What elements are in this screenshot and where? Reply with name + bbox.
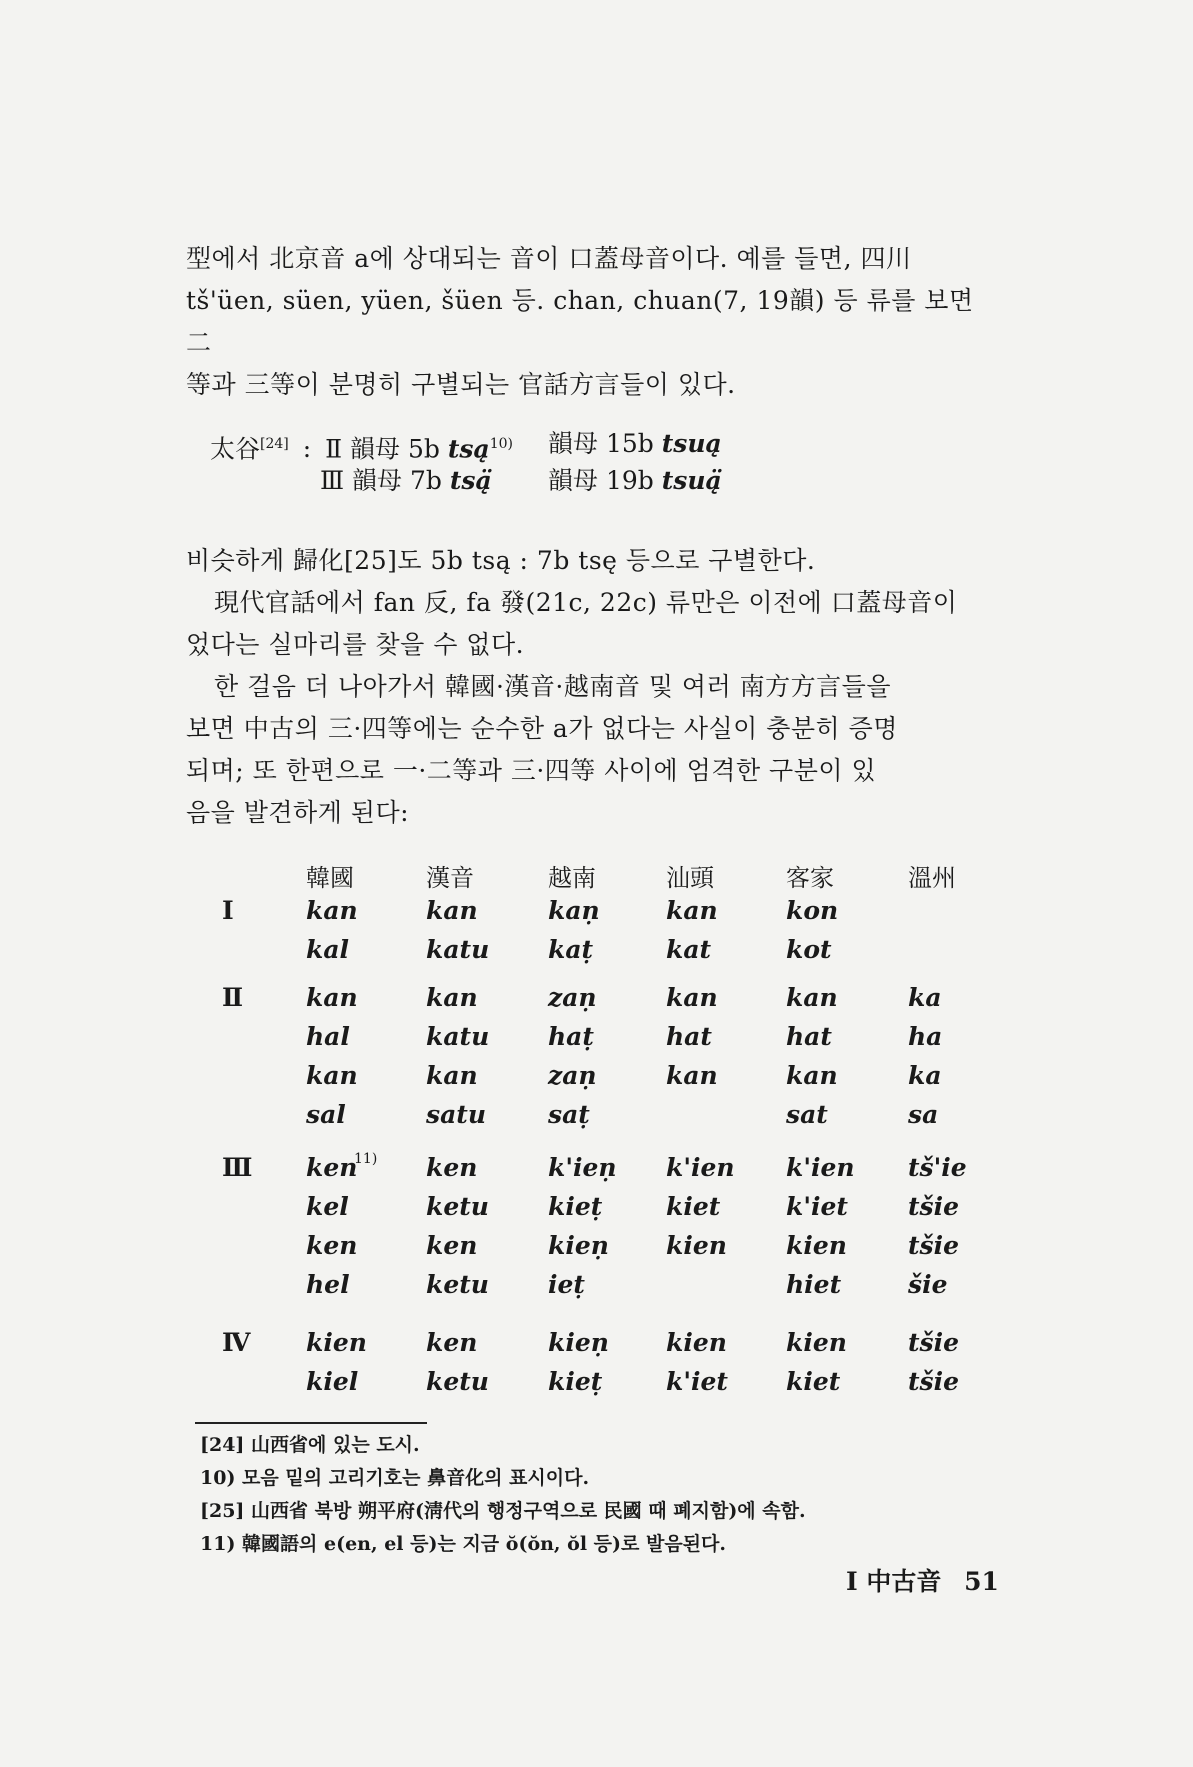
table-cell: satu <box>426 1100 486 1129</box>
footnote-rule <box>195 1422 427 1424</box>
paragraph-2-line-2: 現代官話에서 fan 反, fa 發(21c, 22c) 류만은 이전에 口蓋母音이 <box>214 588 958 617</box>
table-cell: k'iet <box>666 1367 728 1396</box>
table-cell: kien <box>786 1231 847 1260</box>
table-group-label: Ⅰ <box>222 896 234 925</box>
table-cell: kieṇ <box>548 1328 609 1357</box>
table-cell: kan <box>426 896 478 925</box>
table-cell: kieṭ <box>548 1192 603 1221</box>
table-cell: tšie <box>908 1231 960 1260</box>
footnote-10: 10) 모음 밑의 고리기호는 鼻音化의 표시이다. <box>200 1467 590 1489</box>
table-cell: hiet <box>786 1270 842 1299</box>
table-cell: kan <box>786 1061 838 1090</box>
footnote-24: [24] 山西省에 있는 도시. <box>200 1434 420 1456</box>
paragraph-3 <box>186 666 1006 834</box>
table-cell: k'ieṇ <box>548 1153 617 1182</box>
table-header: 汕頭 <box>666 864 714 892</box>
table-cell: kon <box>786 896 839 925</box>
table-cell: zaṇ <box>548 983 597 1012</box>
taigu-line-2-right <box>548 462 722 500</box>
table-cell: hat <box>786 1022 832 1051</box>
table-header: 韓國 <box>306 864 354 892</box>
taigu-line1-class: Ⅱ 韻母 5b <box>325 434 440 464</box>
table-group-label: Ⅱ <box>222 983 244 1012</box>
table-cell: sat <box>786 1100 828 1129</box>
taigu-line2-form2: tsuą̈ <box>661 466 722 495</box>
table-cell: tš'ie <box>908 1153 967 1182</box>
table-cell: k'ien <box>666 1153 735 1182</box>
paragraph-2 <box>186 540 1006 666</box>
table-cell: kan <box>306 1061 358 1090</box>
table-cell: haṭ <box>548 1022 594 1051</box>
table-cell-note: 11) <box>354 1151 378 1167</box>
table-cell: ketu <box>426 1192 489 1221</box>
table-cell: ka <box>908 1061 942 1090</box>
table-cell: kan <box>306 896 358 925</box>
table-header: 漢音 <box>426 864 474 892</box>
table-cell: k'ien <box>786 1153 855 1182</box>
table-cell: ka <box>908 983 942 1012</box>
paragraph-3-line-4: 음을 발견하게 된다: <box>186 798 410 827</box>
table-cell: k'iet <box>786 1192 848 1221</box>
footnote-25: [25] 山西省 북방 朔平府(淸代의 행정구역으로 民國 때 폐지함)에 속함. <box>200 1500 806 1522</box>
taigu-line2-class2: 韻母 19b <box>548 466 654 495</box>
table-cell: kiel <box>306 1367 359 1396</box>
taigu-label-note: [24] <box>260 436 289 452</box>
table-cell: kaṭ <box>548 935 594 964</box>
table-cell: hal <box>306 1022 350 1051</box>
table-cell: ieṭ <box>548 1270 585 1299</box>
taigu-line-1-right <box>548 425 722 463</box>
table-header: 溫州 <box>908 864 956 892</box>
table-header: 客家 <box>786 864 834 892</box>
taigu-line1-class2: 韻母 15b <box>548 429 654 458</box>
table-cell: ken <box>426 1231 478 1260</box>
table-cell: kiet <box>666 1192 721 1221</box>
table-cell: kien <box>666 1328 727 1357</box>
table-cell: saṭ <box>548 1100 590 1129</box>
table-cell: kan <box>786 983 838 1012</box>
footnote-11: 11) 韓國語의 e(en, el 등)는 지금 ŏ(ŏn, ŏl 등)로 발음된다. <box>200 1533 727 1555</box>
table-cell: ha <box>908 1022 943 1051</box>
table-cell: kan <box>426 983 478 1012</box>
paragraph-3-line-3: 되며; 또 한편으로 一·二等과 三·四等 사이에 엄격한 구분이 있 <box>186 756 877 785</box>
paragraph-3-line-1: 한 걸음 더 나아가서 韓國·漢音·越南音 및 여러 南方方言들을 <box>214 672 891 701</box>
table-cell: kan <box>666 1061 718 1090</box>
table-cell: kan <box>666 896 718 925</box>
paragraph-1-line-2: tš'üen, süen, yüen, šüen 등. chan, chuan(7, 19韻) 등 류를 보면 二 <box>186 286 974 357</box>
table-group-label: Ⅳ <box>222 1328 251 1357</box>
table-cell: kal <box>306 935 350 964</box>
taigu-line-2 <box>320 462 492 500</box>
table-cell: tšie <box>908 1367 960 1396</box>
table-cell: kan <box>666 983 718 1012</box>
paragraph-1-line-1: 型에서 北京音 a에 상대되는 音이 口蓋母音이다. 예를 들면, 四川 <box>186 244 912 273</box>
paragraph-3-line-2: 보면 中古의 三·四等에는 순수한 a가 없다는 사실이 충분히 증명 <box>186 714 898 743</box>
table-cell: kien <box>306 1328 367 1357</box>
paragraph-2-line-1: 비슷하게 歸化[25]도 5b tsą : 7b tsę 등으로 구별한다. <box>186 546 816 575</box>
table-cell: kan <box>426 1061 478 1090</box>
table-cell: katu <box>426 1022 490 1051</box>
taigu-label: 太谷 <box>210 434 261 464</box>
folio-chapter: Ⅰ 中古音 <box>846 1567 942 1596</box>
table-cell: ken <box>306 1153 358 1182</box>
taigu-line2-form: tsą̈ <box>449 466 492 495</box>
table-cell: ketu <box>426 1270 489 1299</box>
taigu-line1-form: tsą <box>447 434 490 464</box>
table-cell: kien <box>666 1231 727 1260</box>
table-cell: ken <box>306 1231 358 1260</box>
table-cell: sal <box>306 1100 346 1129</box>
table-group-label: Ⅲ <box>222 1153 253 1182</box>
page-folio <box>846 1562 999 1598</box>
table-cell: kiet <box>786 1367 841 1396</box>
table-cell: ketu <box>426 1367 489 1396</box>
table-cell: hel <box>306 1270 350 1299</box>
table-cell: šie <box>908 1270 948 1299</box>
table-cell: tšie <box>908 1192 960 1221</box>
table-header: 越南 <box>548 864 596 892</box>
table-cell: tšie <box>908 1328 960 1357</box>
table-cell: kel <box>306 1192 349 1221</box>
table-cell: kan <box>306 983 358 1012</box>
folio-page-number: 51 <box>964 1567 999 1596</box>
paragraph-2-line-3: 었다는 실마리를 찾을 수 없다. <box>186 630 525 659</box>
table-cell: hat <box>666 1022 712 1051</box>
taigu-colon: : <box>302 434 312 464</box>
table-cell: ken <box>426 1153 478 1182</box>
table-cell: kieṇ <box>548 1231 609 1260</box>
table-cell: kaṇ <box>548 896 600 925</box>
table-cell: ken <box>426 1328 478 1357</box>
paragraph-1-line-3: 等과 三等이 분명히 구별되는 官話方言들이 있다. <box>186 370 736 399</box>
table-cell: kieṭ <box>548 1367 603 1396</box>
table-cell: sa <box>908 1100 939 1129</box>
paragraph-1 <box>186 238 1006 406</box>
taigu-line1-note: 10) <box>489 436 513 452</box>
table-cell: zaṇ <box>548 1061 597 1090</box>
table-cell: katu <box>426 935 490 964</box>
table-cell: kot <box>786 935 832 964</box>
table-cell: kien <box>786 1328 847 1357</box>
taigu-line2-class: Ⅲ 韻母 7b <box>320 466 442 495</box>
table-cell: kat <box>666 935 712 964</box>
taigu-line1-form2: tsuą <box>661 429 722 458</box>
